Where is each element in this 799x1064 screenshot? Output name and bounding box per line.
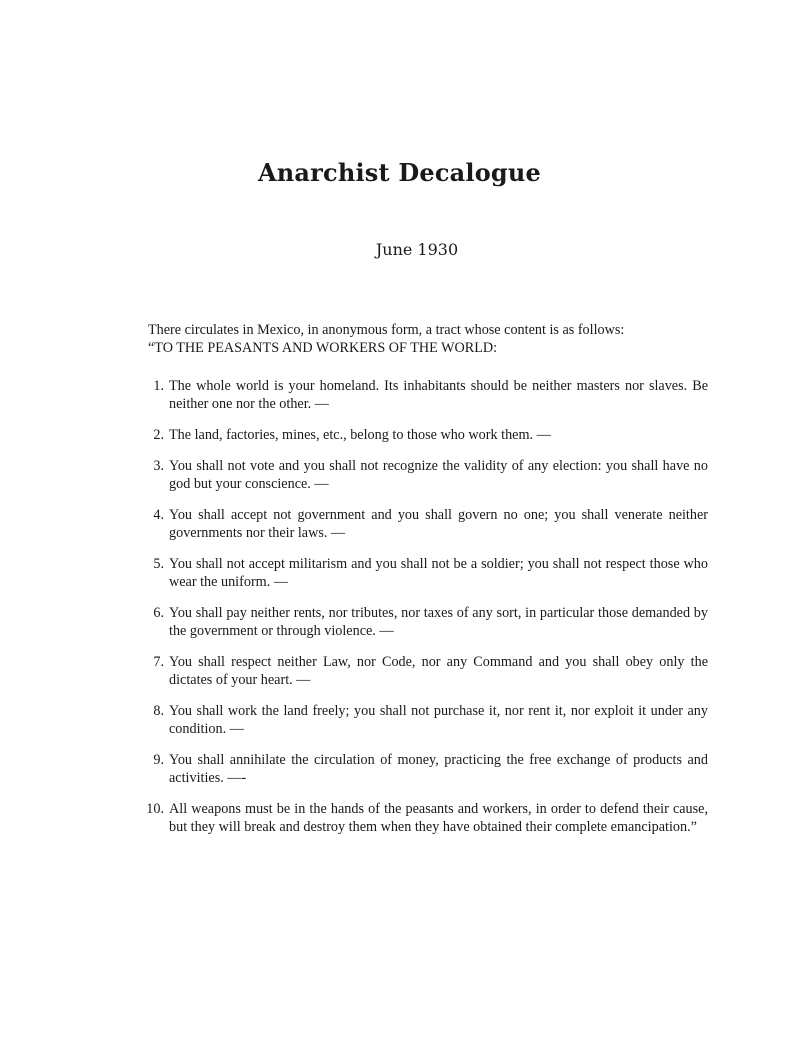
list-item	[148, 506, 708, 542]
list-item-text: You shall respect neither Law, nor Code, nor any Command and you shall obey only the dictates of your heart. —	[169, 654, 708, 688]
list-item	[148, 653, 708, 689]
list-item	[148, 555, 708, 591]
list-item-number: 7.	[153, 654, 164, 670]
list-item-text: You shall accept not government and you shall govern no one; you shall venerate neither governments nor their laws. —	[169, 507, 708, 541]
address-line: “TO THE PEASANTS AND WORKERS OF THE WORLD:	[148, 340, 498, 356]
intro-block	[148, 321, 708, 357]
list-item-number: 4.	[153, 507, 164, 523]
decalogue-list	[148, 377, 708, 836]
list-item	[148, 604, 708, 640]
list-item-text: The whole world is your homeland. Its inhabitants should be neither masters nor slaves. Be neither one nor the other. —	[169, 378, 708, 412]
list-item-text: You shall not vote and you shall not recognize the validity of any election: you shall have no god but your conscience. —	[169, 458, 708, 492]
document-body	[148, 321, 708, 849]
list-item-text: You shall work the land freely; you shall not purchase it, nor rent it, nor exploit it under any condition. —	[169, 703, 708, 737]
list-item	[148, 751, 708, 787]
document-date: June 1930	[375, 240, 459, 259]
list-item-number: 3.	[153, 458, 164, 474]
list-item-text: The land, factories, mines, etc., belong to those who work them. —	[169, 427, 551, 443]
list-item-number: 2.	[153, 427, 164, 443]
list-item-text: You shall pay neither rents, nor tributes, nor taxes of any sort, in particular those demanded by the government or through violence. —	[169, 605, 708, 639]
list-item	[148, 702, 708, 738]
list-item-text: You shall not accept militarism and you shall not be a soldier; you shall not respect those who wear the uniform. —	[169, 556, 708, 590]
list-item	[148, 800, 708, 836]
list-item	[148, 457, 708, 493]
list-item-number: 5.	[153, 556, 164, 572]
document-title: Anarchist Decalogue	[257, 158, 542, 188]
list-item	[148, 377, 708, 413]
list-item-number: 8.	[153, 703, 164, 719]
list-item-number: 10.	[146, 801, 164, 817]
list-item-number: 1.	[153, 378, 164, 394]
intro-paragraph: There circulates in Mexico, in anonymous form, a tract whose content is as follows:	[148, 322, 625, 338]
list-item-number: 9.	[153, 752, 164, 768]
list-item-number: 6.	[153, 605, 164, 621]
list-item-text: You shall annihilate the circulation of money, practicing the free exchange of products and activities. —-	[169, 752, 708, 786]
list-item	[148, 426, 708, 444]
list-item-text: All weapons must be in the hands of the peasants and workers, in order to defend their cause, but they will break and destroy them when they have obtained their complete emancipation.”	[169, 801, 708, 835]
